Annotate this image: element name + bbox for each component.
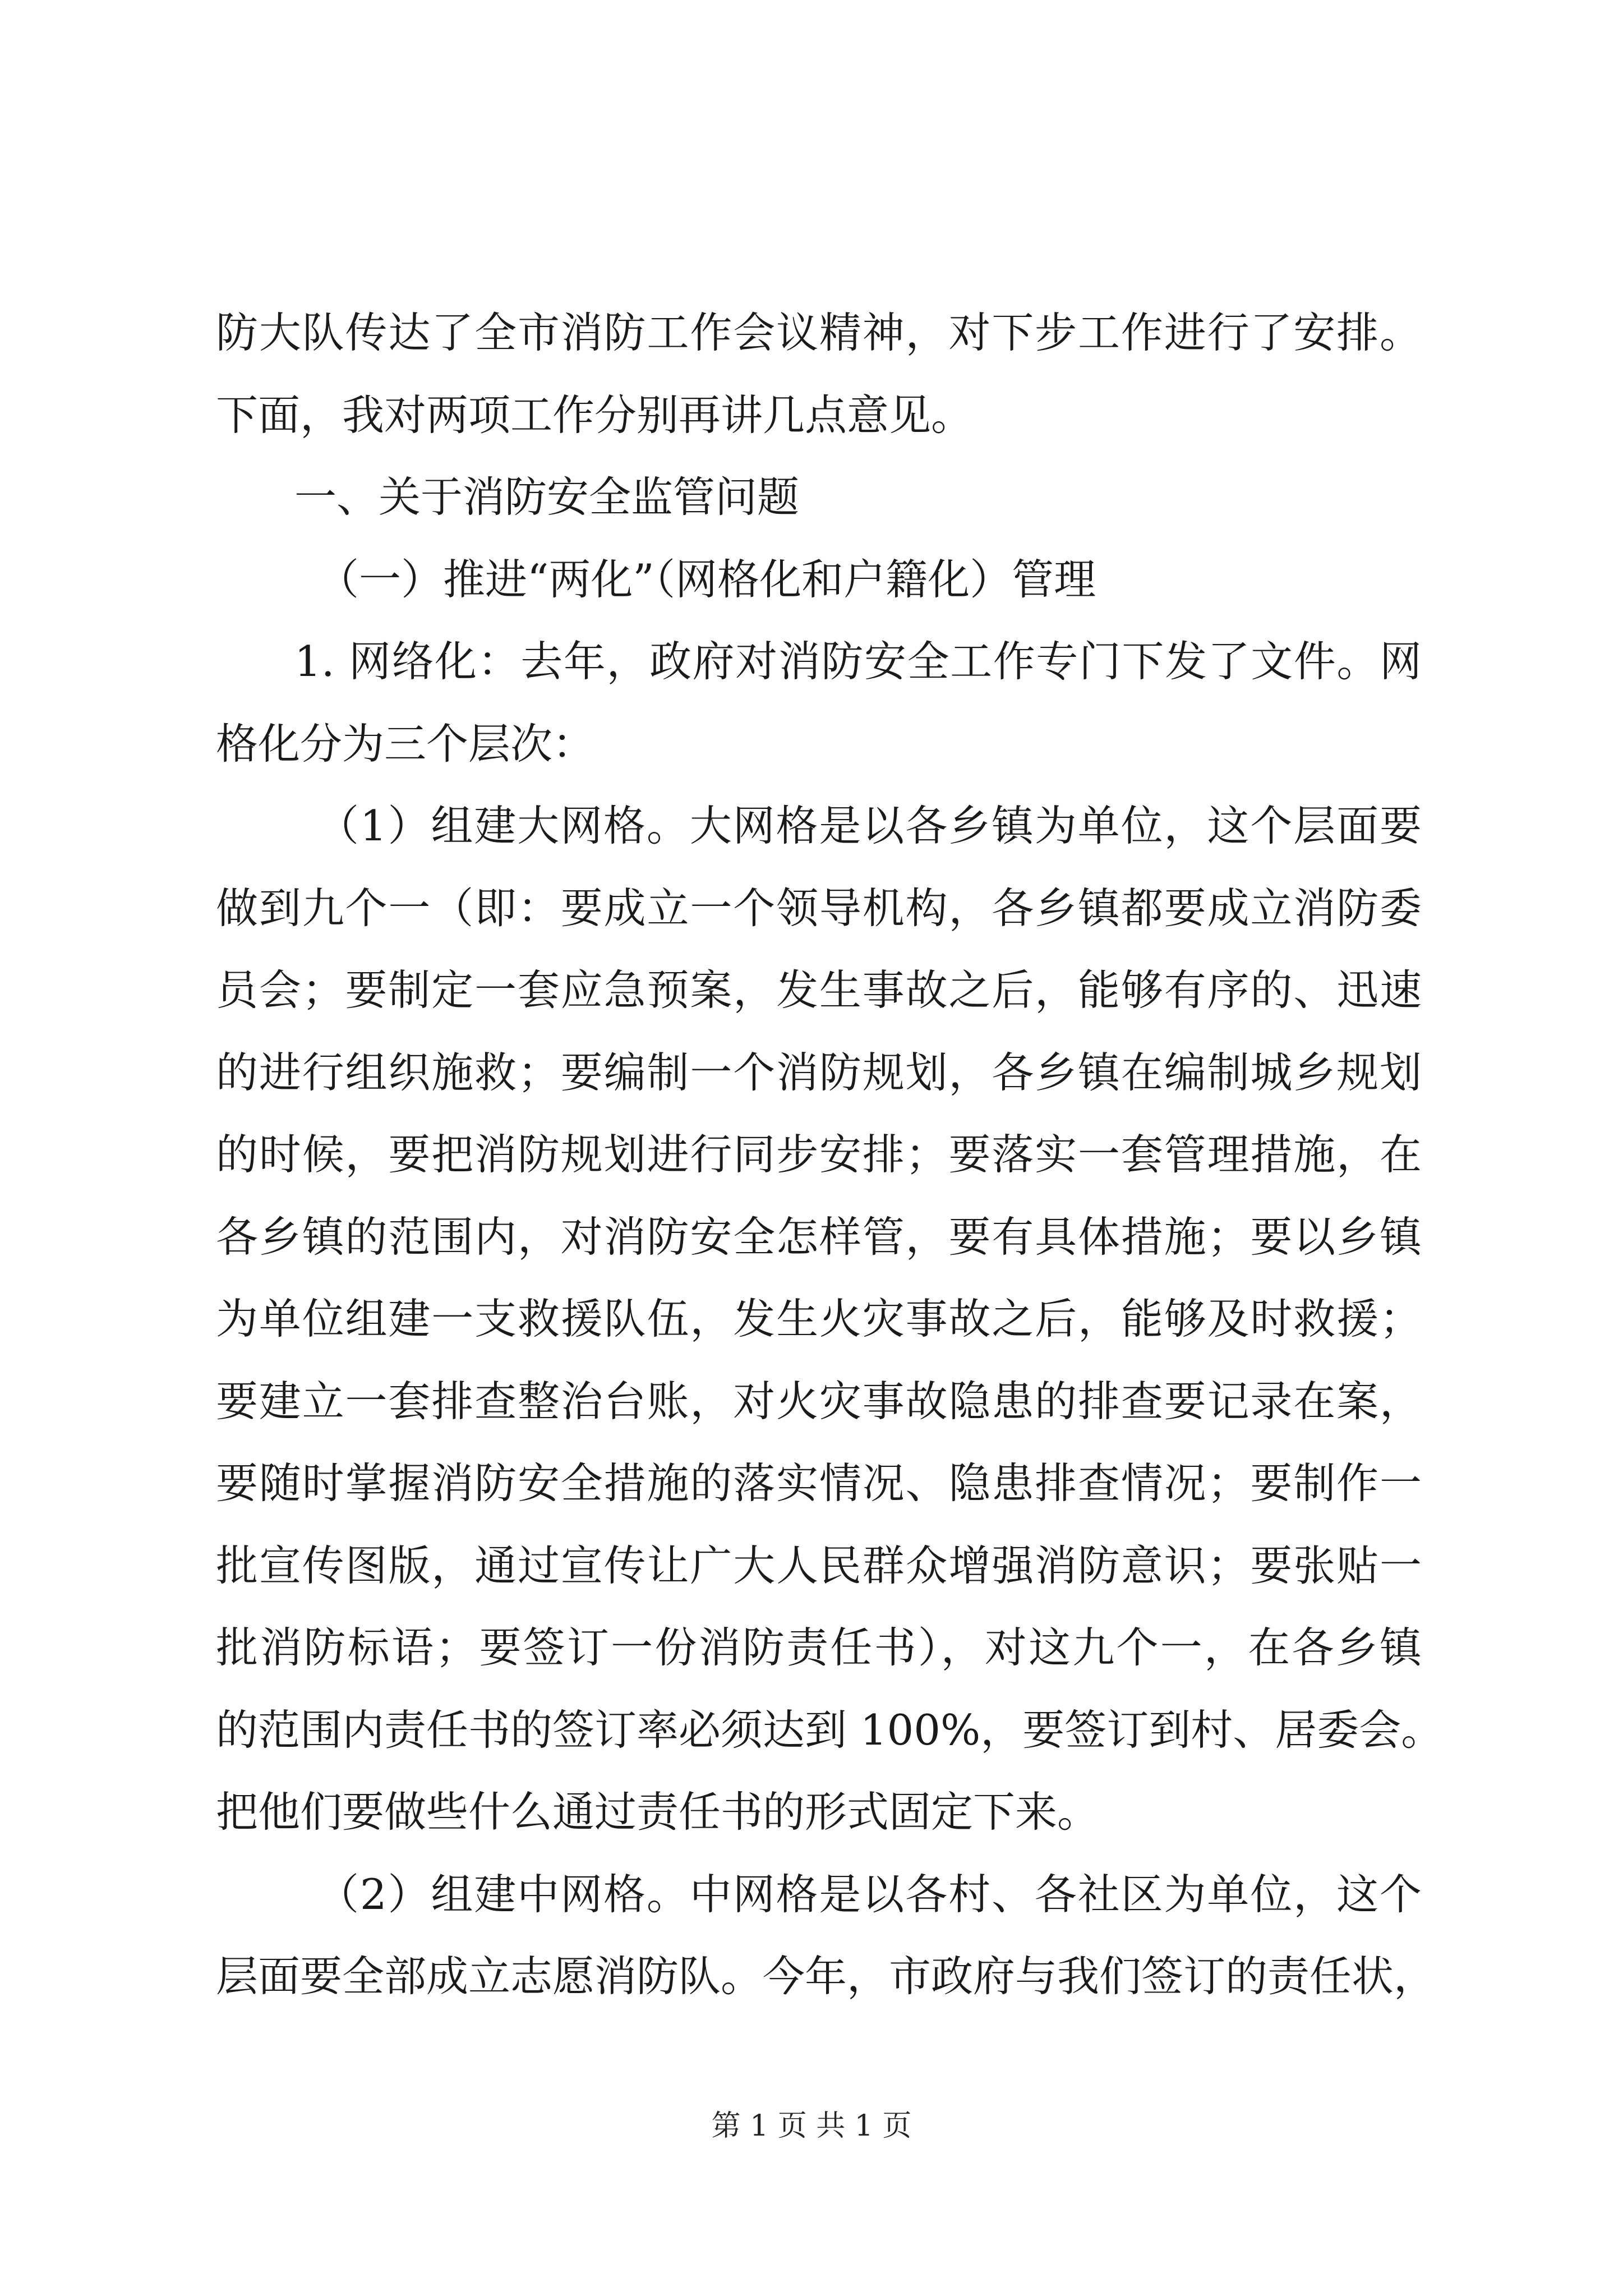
body-line: 的范围内责任书的签订率必须达到 100%，要签订到村、居委会。 [216,1705,1444,1755]
document-body [216,292,1444,2018]
body-line: 防大队传达了全市消防工作会议精神，对下步工作进行了安排。 [216,308,1422,357]
body-line: 下面，我对两项工作分别再讲几点意见。 [216,390,974,440]
body-line: 员会；要制定一套应急预案，发生事故之后，能够有序的、迅速 [216,965,1422,1015]
body-line: 要随时掌握消防安全措施的落实情况、隐患排查情况；要制作一 [216,1458,1422,1508]
body-line: 批宣传图版，通过宣传让广大人民群众增强消防意识；要张贴一 [216,1540,1422,1590]
body-line: 各乡镇的范围内，对消防安全怎样管，要有具体措施；要以乡镇 [216,1212,1422,1262]
body-line: 要建立一套排查整治台账，对火灾事故隐患的排查要记录在案， [216,1376,1422,1426]
body-line: 的进行组织施救；要编制一个消防规划，各乡镇在编制城乡规划 [216,1047,1422,1097]
body-line: 做到九个一（即：要成立一个领导机构，各乡镇都要成立消防委 [216,883,1422,933]
subsection-heading: （一）推进“两化”（网格化和户籍化）管理 [317,554,1096,604]
page-footer [0,2109,1623,2143]
body-line: 把他们要做些什么通过责任书的形式固定下来。 [216,1787,1100,1837]
body-line: 层面要全部成立志愿消防队。今年，市政府与我们签订的责任状， [216,1952,1436,2001]
body-line: （1）组建大网格。大网格是以各乡镇为单位，这个层面要 [317,801,1422,850]
section-heading: 一、关于消防安全监管问题 [294,472,800,522]
body-line: 的时候，要把消防规划进行同步安排；要落实一套管理措施，在 [216,1130,1422,1179]
body-line: 为单位组建一支救援队伍，发生火灾事故之后，能够及时救援； [216,1294,1422,1343]
body-line: 批消防标语；要签订一份消防责任书），对这九个一，在各乡镇 [216,1623,1422,1672]
body-line: 1. 网络化：去年，政府对消防安全工作专门下发了文件。网 [294,637,1422,686]
body-line: （2）组建中网格。中网格是以各村、各社区为单位，这个 [317,1869,1422,1919]
body-line: 格化分为三个层次： [216,719,595,769]
page-number-label: 第 1 页 共 1 页 [711,2109,912,2143]
